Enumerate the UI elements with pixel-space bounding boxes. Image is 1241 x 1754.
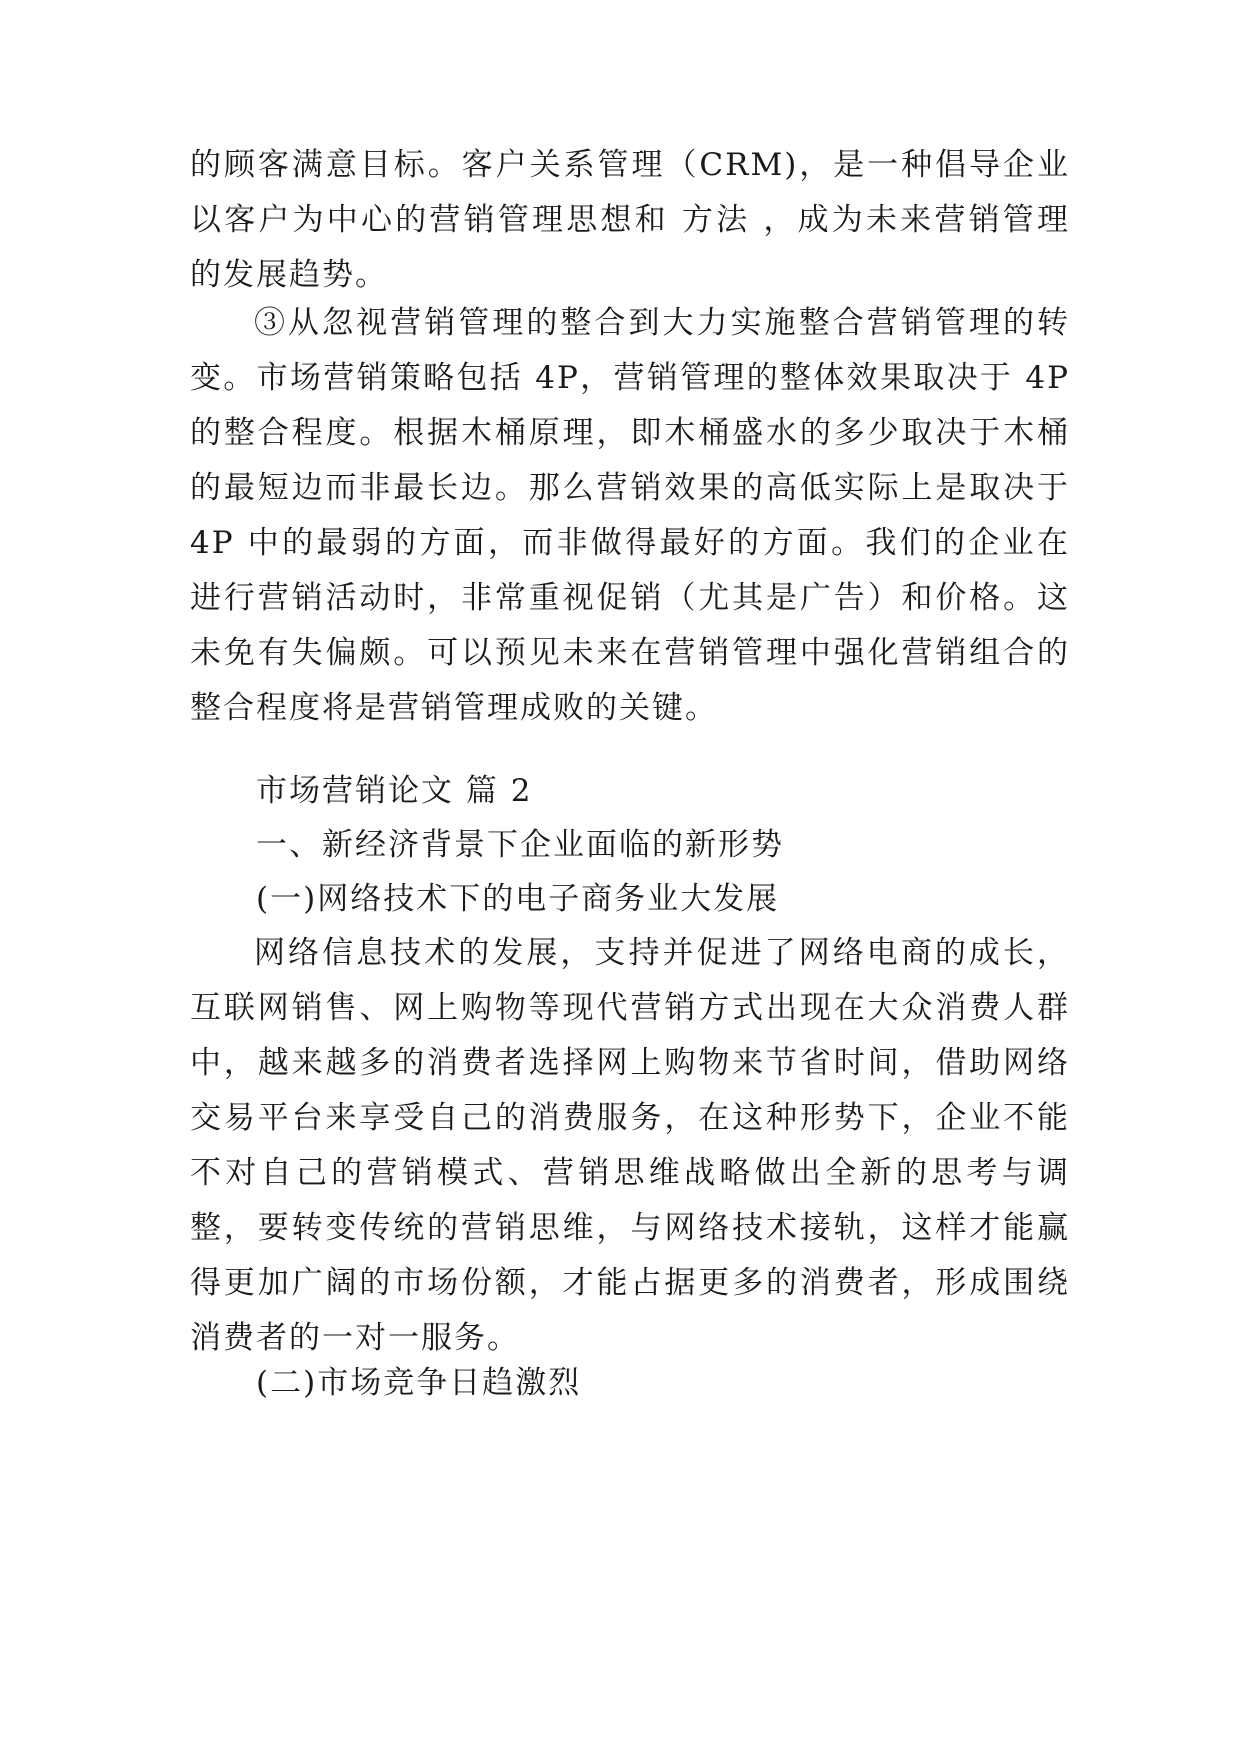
section-title: 市场营销论文 篇 2 [256,773,533,809]
subheading-competition: (二)市场竞争日趋激烈 [256,1365,582,1401]
subheading-ecommerce: (一)网络技术下的电子商务业大发展 [256,881,780,917]
paragraph-ecommerce: 网络信息技术的发展，支持并促进了网络电商的成长，互联网销售、网上购物等现代营销方式出现在大众消费人群中，越来越多的消费者选择网上购物来节省时间，借助网络交易平台来享受自己的消费服务，在这种形势下，企业不能不对自己的营销模式、营销思维战略做出全新的思考与调整，要转变传统的营销思维，与网络技术接轨，这样才能赢得更加广阔的市场份额，才能占据更多的消费者，形成围绕消费者的一对一服务。 [190,935,1070,1356]
paragraph-crm-conclusion: 的顾客满意目标。客户关系管理（CRM)，是一种倡导企业以客户为中心的营销管理思想和 方法 ，成为未来营销管理的发展趋势。 [190,147,1070,293]
heading-new-situation: 一、新经济背景下企业面临的新形势 [256,827,784,863]
paragraph-integrated-marketing: ③从忽视营销管理的整合到大力实施整合营销管理的转变。市场营销策略包括 4P，营销管理的整体效果取决于 4P 的整合程度。根据木桶原理，即木桶盛水的多少取决于木桶的最短边而非最长边。那么营销效果的高低实际上是取决于 4P 中的最弱的方面，而非做得最好的方面。我们的企业在进行营销活动时，非常重视促销（尤其是广告）和价格。这未免有失偏颇。可以预见未来在营销管理中强化营销组合的整合程度将是营销管理成败的关键。 [190,305,1070,726]
